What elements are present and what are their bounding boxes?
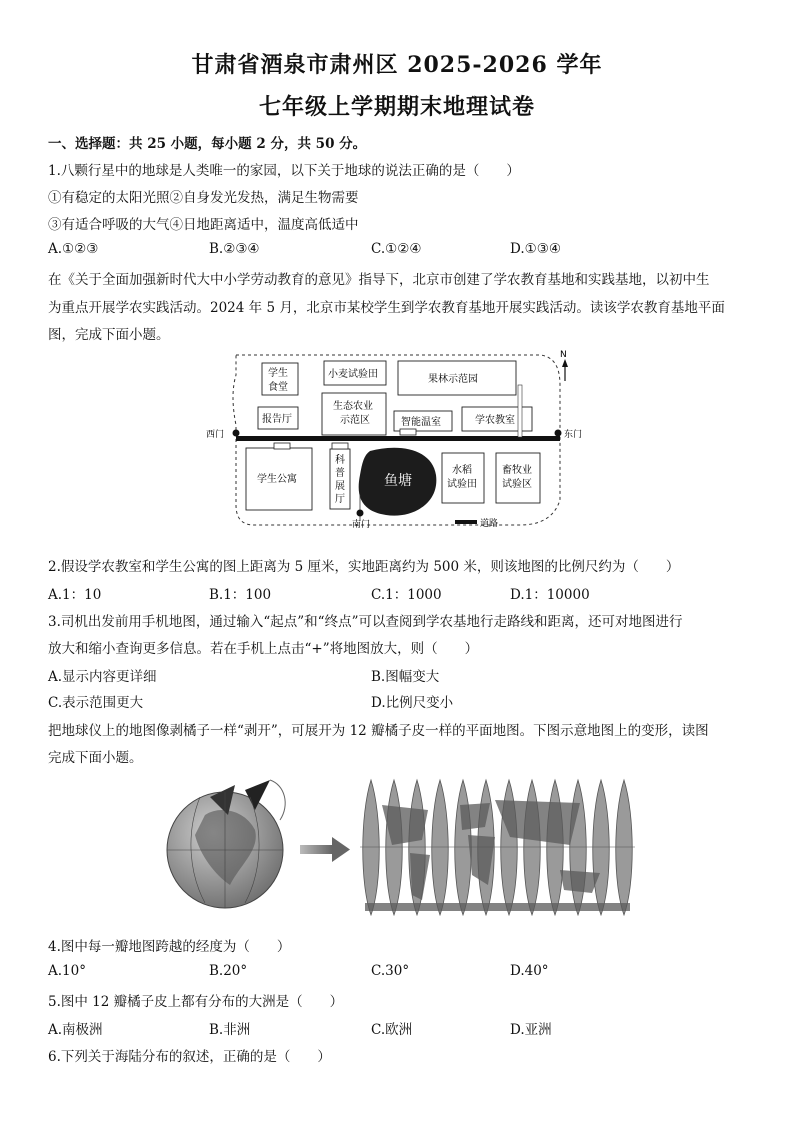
north-label: N	[560, 350, 567, 360]
gore-map-image	[360, 780, 635, 915]
legend-road-label: 道路	[480, 519, 499, 529]
livestock-zone	[496, 453, 540, 503]
q3-option-a: A.显示内容更详细	[48, 669, 157, 685]
greenhouse-door	[400, 429, 416, 435]
q1-option-b: B.②③④	[209, 241, 260, 257]
q4-option-a: A.10°	[48, 963, 86, 979]
greenhouse-label: 智能温室	[401, 417, 441, 428]
q2-option-d: D.1：10000	[510, 587, 590, 603]
q5-option-c: C.欧洲	[371, 1022, 413, 1038]
report-label: 报告厅	[262, 414, 292, 425]
q5-stem: 5.图中 12 瓣橘子皮上都有分布的大洲是（ ）	[48, 994, 344, 1010]
farm-base-map	[200, 345, 600, 545]
q3-option-c: C.表示范围更大	[48, 695, 144, 711]
exam-title-line2: 七年级上学期期末地理试卷	[258, 94, 535, 120]
rice-label-1: 水稻	[452, 465, 472, 476]
q1-stem: 1.八颗行星中的地球是人类唯一的家园，以下关于地球的说法正确的是（ ）	[48, 163, 520, 179]
q3-stem-line2: 放大和缩小查询更多信息。若在手机上点击“+”将地图放大，则（ ）	[48, 641, 479, 657]
classroom-label: 学农教室	[475, 415, 515, 426]
pond-label: 鱼塘	[384, 473, 412, 489]
wheat-label: 小麦试验田	[328, 369, 378, 380]
sci-label-2: 普	[335, 468, 345, 479]
exam-title-line1: 甘肃省酒泉市肃州区 2025-2026 学年	[191, 52, 603, 78]
q2-option-c: C.1：1000	[371, 587, 442, 603]
q4-option-d: D.40°	[510, 963, 549, 979]
passage2-line1: 把地球仪上的地图像剥橘子一样“剥开”，可展开为 12 瓣橘子皮一样的平面地图。下图示意地图上的变形，读图	[48, 723, 709, 739]
north-road	[518, 385, 522, 437]
q3-stem-line1: 3.司机出发前用手机地图，通过输入“起点”和“终点”可以查阅到学农基地行走路线和距离，还可对地图进行	[48, 614, 683, 630]
livestock-label-2: 试验区	[502, 479, 532, 490]
q6-stem: 6.下列关于海陆分布的叙述，正确的是（ ）	[48, 1049, 331, 1065]
q4-option-b: B.20°	[209, 963, 248, 979]
q1-option-c: C.①②④	[371, 241, 422, 257]
south-gate-label: 南门	[352, 520, 371, 530]
q2-option-b: B.1：100	[209, 587, 272, 603]
east-gate-label: 东门	[564, 430, 583, 440]
passage1-line1: 在《关于全面加强新时代大中小学劳动教育的意见》指导下，北京市创建了学农教育基地和实践基地，以初中生	[48, 272, 710, 288]
sci-label-3: 展	[335, 481, 345, 492]
q5-option-b: B.非洲	[209, 1022, 251, 1038]
east-gate-marker	[555, 430, 562, 437]
q2-option-a: A.1：10	[48, 587, 102, 603]
eco-label-1: 生态农业	[333, 401, 373, 412]
q5-option-a: A.南极洲	[48, 1022, 103, 1038]
dorm-label: 学生公寓	[257, 474, 297, 485]
q3-option-d: D.比例尺变小	[371, 695, 454, 711]
north-arrow-icon	[562, 359, 568, 381]
south-gate-marker	[357, 510, 364, 517]
dorm-door	[274, 443, 290, 449]
q5-option-d: D.亚洲	[510, 1022, 552, 1038]
legend-road-swatch	[455, 520, 477, 524]
sci-label-1: 科	[335, 455, 345, 466]
livestock-label-1: 畜牧业	[502, 465, 532, 476]
passage1-line3: 图，完成下面小题。	[48, 327, 170, 343]
right-arrow-icon	[300, 837, 350, 862]
q1-option-a: A.①②③	[48, 241, 99, 257]
q1-statements-2: ③有适合呼吸的大气④日地距离适中，温度高低适中	[48, 217, 359, 233]
passage1-line2: 为重点开展学农实践活动。2024 年 5 月，北京市某校学生到学农教育基地开展实践活动。读该学农教育基地平面	[48, 300, 725, 316]
eco-label-2: 示范区	[340, 415, 370, 426]
q1-option-d: D.①③④	[510, 241, 561, 257]
main-road	[236, 436, 560, 441]
globe-peel-figure	[160, 775, 650, 920]
west-gate-marker	[233, 430, 240, 437]
eco-agri-zone	[322, 393, 386, 435]
rice-field	[442, 453, 484, 503]
q3-option-b: B.图幅变大	[371, 669, 440, 685]
passage2-line2: 完成下面小题。	[48, 750, 143, 766]
q2-stem: 2.假设学农教室和学生公寓的图上距离为 5 厘米，实地距离约为 500 米，则该地图的比例尺约为（ ）	[48, 559, 680, 575]
science-hall-door	[332, 443, 348, 449]
canteen-label-1: 学生	[268, 368, 288, 379]
west-gate-label: 西门	[206, 430, 225, 440]
q4-option-c: C.30°	[371, 963, 410, 979]
rice-label-2: 试验田	[447, 479, 477, 490]
canteen-label-2: 食堂	[268, 382, 288, 393]
q4-stem: 4.图中每一瓣地图跨越的经度为（ ）	[48, 939, 291, 955]
section-heading: 一、选择题：共 25 小题，每小题 2 分，共 50 分。	[48, 136, 367, 152]
globe-image	[167, 780, 285, 908]
q1-statements-1: ①有稳定的太阳光照②自身发光发热，满足生物需要	[48, 190, 359, 206]
sci-label-4: 厅	[335, 494, 345, 505]
orchard-label: 果林示范园	[428, 374, 478, 385]
